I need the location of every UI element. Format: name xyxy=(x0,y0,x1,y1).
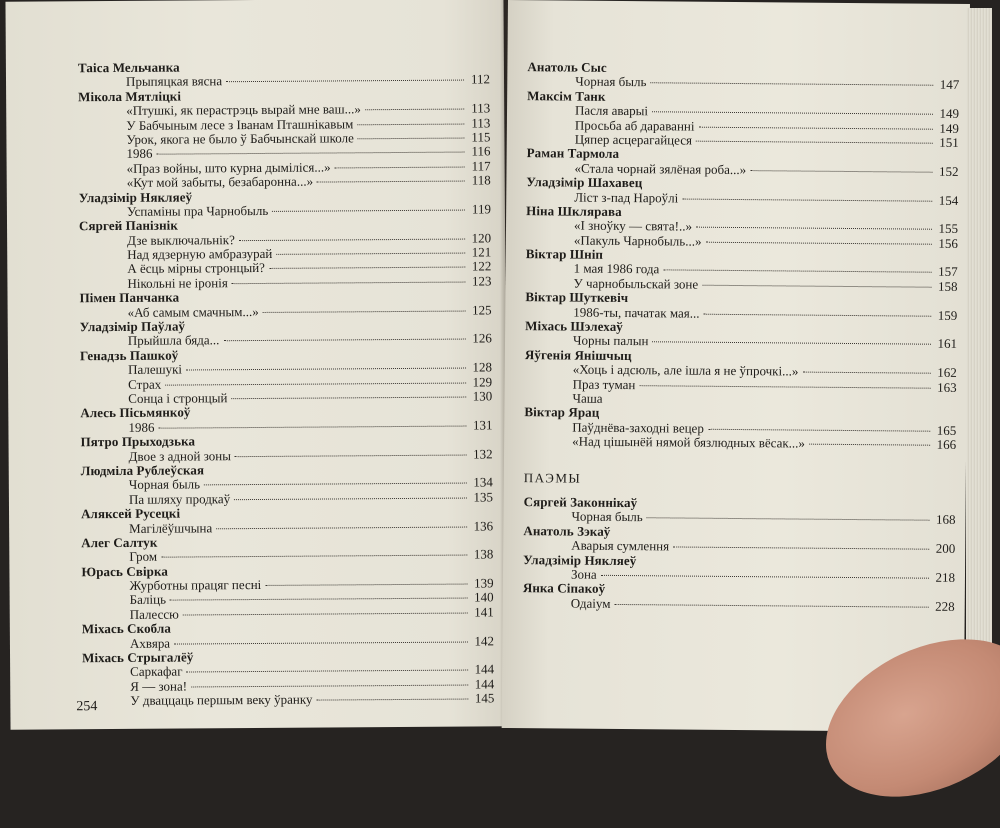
work-title: У дваццаць першым веку ўранку xyxy=(130,693,312,709)
work-title: Чорная быль xyxy=(129,478,200,493)
dot-leader xyxy=(165,382,466,385)
page-ref: 113 xyxy=(468,116,490,131)
page-ref: 144 xyxy=(472,663,494,678)
author-name: Сяргей Панізнік xyxy=(79,217,491,234)
dot-leader xyxy=(235,454,467,457)
page-ref: 120 xyxy=(469,231,491,246)
page-ref: 228 xyxy=(933,599,955,614)
dot-leader xyxy=(357,123,464,125)
work-title: Ліст з-пад Нароўлі xyxy=(574,190,678,205)
work-title: Гром xyxy=(129,550,157,565)
page-ref: 152 xyxy=(936,164,958,179)
author-name: Людміла Рублеўская xyxy=(81,461,493,478)
page-ref: 118 xyxy=(469,173,491,188)
page-ref: 142 xyxy=(472,634,494,649)
work-title: «І зноўку — свята!..» xyxy=(574,219,692,234)
page-ref: 200 xyxy=(933,542,955,557)
dot-leader xyxy=(265,584,467,586)
author-name: Анатоль Сыс xyxy=(527,60,959,78)
work-title: Чаша xyxy=(572,392,602,407)
page-ref: 141 xyxy=(472,605,494,620)
page-ref: 154 xyxy=(936,193,958,208)
dot-leader xyxy=(696,141,933,144)
page-ref: 218 xyxy=(933,571,955,586)
page-ref: 132 xyxy=(471,447,493,462)
page-ref: 117 xyxy=(469,159,491,174)
toc-entry xyxy=(82,692,494,709)
right-page xyxy=(502,0,970,732)
dot-leader xyxy=(204,483,467,486)
work-title: «Пакуль Чарнобыль...» xyxy=(574,233,702,249)
dot-leader xyxy=(191,684,468,687)
page-ref: 149 xyxy=(937,107,959,122)
page-ref: 147 xyxy=(937,78,959,93)
author-name: Віктар Шуткевіч xyxy=(525,290,957,308)
section-title: ПАЭМЫ xyxy=(524,471,956,489)
work-title: Одаіум xyxy=(571,596,611,611)
work-title: Праз туман xyxy=(573,377,636,392)
dot-leader xyxy=(802,372,930,374)
dot-leader xyxy=(704,313,932,316)
work-title: Журботны працяг песні xyxy=(129,578,261,593)
page-ref: 166 xyxy=(934,438,956,453)
author-name: Міхась Скобла xyxy=(82,620,494,637)
page-ref: 112 xyxy=(468,73,490,88)
work-title: У чарнобыльскай зоне xyxy=(573,276,698,291)
page-ref: 122 xyxy=(469,260,491,275)
page-ref: 155 xyxy=(936,222,958,237)
author-name: Анатоль Зэкаў xyxy=(523,524,955,542)
dot-leader xyxy=(647,518,930,521)
work-title: Саркафаг xyxy=(130,665,182,680)
table-of-contents-left xyxy=(78,58,495,708)
work-title: 1986 xyxy=(126,147,152,162)
author-name: Уладзімір Шахавец xyxy=(526,175,958,193)
page-edges xyxy=(966,8,992,728)
dot-leader xyxy=(696,227,932,230)
dot-leader xyxy=(652,342,931,345)
page-ref: 161 xyxy=(935,337,957,352)
page-ref: 151 xyxy=(937,136,959,151)
author-name: Мікола Мятліцкі xyxy=(78,87,490,104)
page-ref: 165 xyxy=(934,424,956,439)
dot-leader xyxy=(269,267,465,269)
work-title: Успаміны пра Чарнобыль xyxy=(127,204,268,219)
page-ref: 134 xyxy=(471,476,493,491)
work-title: Баліць xyxy=(130,593,166,608)
table-of-contents-right xyxy=(523,60,960,614)
work-title: 1 мая 1986 года xyxy=(574,262,660,277)
dot-leader xyxy=(652,111,933,114)
author-name: Таіса Мельчанка xyxy=(78,58,490,75)
dot-leader xyxy=(708,429,930,432)
work-title: Ахвяра xyxy=(130,636,170,651)
author-name: Пімен Панчанка xyxy=(79,289,491,306)
dot-leader xyxy=(750,170,932,173)
dot-leader xyxy=(186,368,466,371)
work-title: Па шляху продкаў xyxy=(129,492,230,507)
work-title: «Аб самым смачным...» xyxy=(128,305,259,320)
author-name: Уладзімір Някляеў xyxy=(523,553,955,571)
dot-leader xyxy=(335,166,465,168)
author-name: Алег Салтук xyxy=(81,533,493,550)
page-ref: 126 xyxy=(470,332,492,347)
page-ref: 163 xyxy=(935,380,957,395)
page-ref: 113 xyxy=(468,102,490,117)
work-title: «Птушкі, як перастрэць вырай мне ваш...» xyxy=(126,102,361,118)
dot-leader xyxy=(809,444,930,446)
page-ref: 116 xyxy=(468,145,490,160)
work-title: «Кут мой забыты, безабаронна...» xyxy=(127,175,313,191)
work-title: Палессю xyxy=(130,607,179,622)
dot-leader xyxy=(158,425,466,428)
work-title: Двое з адной зоны xyxy=(129,449,231,464)
page-ref: 136 xyxy=(471,519,493,534)
work-title: Цяпер асцерагайцеся xyxy=(575,133,692,148)
page-ref: 157 xyxy=(936,265,958,280)
work-title: «Праз войны, што курна дыміліся...» xyxy=(127,160,331,176)
work-title: Страх xyxy=(128,377,161,392)
page-ref: 140 xyxy=(472,591,494,606)
dot-leader xyxy=(174,641,468,644)
author-name: Міхась Шэлехаў xyxy=(525,319,957,337)
author-name: Яўгенія Янішчыц xyxy=(525,348,957,366)
work-title: Я — зона! xyxy=(130,679,187,694)
left-page xyxy=(5,0,508,730)
work-title: Просьба аб дараванні xyxy=(575,118,695,133)
dot-leader xyxy=(682,198,932,201)
page-ref: 139 xyxy=(471,576,493,591)
toc-entry xyxy=(523,596,955,614)
author-name: Уладзімір Някляеў xyxy=(79,188,491,205)
page-ref: 138 xyxy=(471,548,493,563)
work-title: «Стала чорнай зялёная роба...» xyxy=(574,161,746,177)
work-title: Прыпяцкая вясна xyxy=(126,75,222,90)
page-ref: 128 xyxy=(470,361,492,376)
page-ref: 119 xyxy=(469,202,491,217)
dot-leader xyxy=(663,270,931,273)
dot-leader xyxy=(358,137,465,139)
dot-leader xyxy=(639,385,930,389)
page-ref: 144 xyxy=(472,677,494,692)
work-title: Аварыя сумлення xyxy=(571,539,669,554)
page-ref: 162 xyxy=(935,366,957,381)
page-ref: 123 xyxy=(469,274,491,289)
dot-leader xyxy=(276,253,465,255)
work-title: «Над цішынёй нямой бязлюдных вёсак...» xyxy=(572,435,805,451)
page-ref: 121 xyxy=(469,245,491,260)
work-title: Пасля аварыі xyxy=(575,104,648,119)
page-ref: 125 xyxy=(470,303,492,318)
page-ref: 135 xyxy=(471,490,493,505)
author-name: Раман Тармола xyxy=(527,147,959,165)
page-ref: 130 xyxy=(470,389,492,404)
page-ref: 168 xyxy=(933,513,955,528)
author-name: Віктар Ярац xyxy=(524,406,956,424)
work-title: 1986 xyxy=(128,420,154,435)
work-title: Чорны палын xyxy=(573,334,649,349)
dot-leader xyxy=(650,83,933,86)
dot-leader xyxy=(161,555,467,558)
author-name: Ніна Шклярава xyxy=(526,204,958,222)
dot-leader xyxy=(232,281,466,284)
work-title: Чорная быль xyxy=(571,510,642,525)
author-name: Янка Сіпакоў xyxy=(523,581,955,599)
page-ref: 159 xyxy=(935,308,957,323)
dot-leader xyxy=(601,575,929,579)
author-name: Віктар Шніп xyxy=(526,247,958,265)
dot-leader xyxy=(317,699,469,701)
page-ref: 145 xyxy=(472,692,494,707)
page-ref: 131 xyxy=(470,418,492,433)
dot-leader xyxy=(216,526,467,529)
author-name: Міхась Стрыгалёў xyxy=(82,648,494,665)
dot-leader xyxy=(231,397,466,400)
work-title: «Хоць і адсюль, але ішла я не ўпрочкі...» xyxy=(573,363,799,379)
work-title: А ёсць мірны стронцый? xyxy=(127,261,265,276)
author-name: Алесь Пісьмянкоў xyxy=(80,404,492,421)
dot-leader xyxy=(226,80,464,83)
work-title: Дзе выключальнік? xyxy=(127,233,235,248)
dot-leader xyxy=(272,209,465,211)
work-title: Палешукі xyxy=(128,363,182,378)
dot-leader xyxy=(239,238,465,241)
dot-leader xyxy=(699,126,933,129)
dot-leader xyxy=(157,152,465,155)
work-title: Зона xyxy=(571,567,597,582)
work-title: Чорная быль xyxy=(575,75,646,90)
page-ref: 158 xyxy=(935,280,957,295)
author-name: Юрась Свірка xyxy=(81,562,493,579)
work-title: Прыйшла бяда... xyxy=(128,334,220,349)
author-name: Генадзь Пашкоў xyxy=(80,346,492,363)
work-title: Нікольні не іронія xyxy=(127,276,227,291)
dot-leader xyxy=(234,497,467,500)
dot-leader xyxy=(223,339,465,342)
work-title: Паўднёва-заходні вецер xyxy=(572,420,704,436)
dot-leader xyxy=(187,670,469,673)
work-title: У Бабчыным лесе з Іванам Пташнікавым xyxy=(126,117,353,133)
page-ref: 115 xyxy=(468,130,490,145)
page-ref: 129 xyxy=(470,375,492,390)
work-title: Сонца і стронцый xyxy=(128,391,227,406)
author-name: Аляксей Русецкі xyxy=(81,504,493,521)
work-title: Над ядзерную амбразурай xyxy=(127,247,272,262)
page-number: 254 xyxy=(76,699,97,715)
work-title: 1986-ты, пачатак мая... xyxy=(573,305,699,321)
work-title: Урок, якога не было ў Бабчынскай школе xyxy=(126,131,353,147)
page-ref: 149 xyxy=(937,121,959,136)
author-name: Пятро Прыходзька xyxy=(80,433,492,450)
dot-leader xyxy=(263,310,466,312)
author-name: Сяргей Законнікаў xyxy=(524,495,956,513)
author-name: Максім Танк xyxy=(527,89,959,107)
dot-leader xyxy=(317,181,465,183)
dot-leader xyxy=(170,598,468,601)
author-name: Уладзімір Паўлаў xyxy=(80,317,492,334)
page-ref: 156 xyxy=(936,236,958,251)
dot-leader xyxy=(702,285,931,288)
dot-leader xyxy=(183,612,468,615)
dot-leader xyxy=(705,241,931,244)
work-title: Магілёўшчына xyxy=(129,521,212,536)
dot-leader xyxy=(615,604,929,608)
dot-leader xyxy=(365,109,464,111)
dot-leader xyxy=(673,547,929,550)
toc-entry xyxy=(524,434,956,452)
